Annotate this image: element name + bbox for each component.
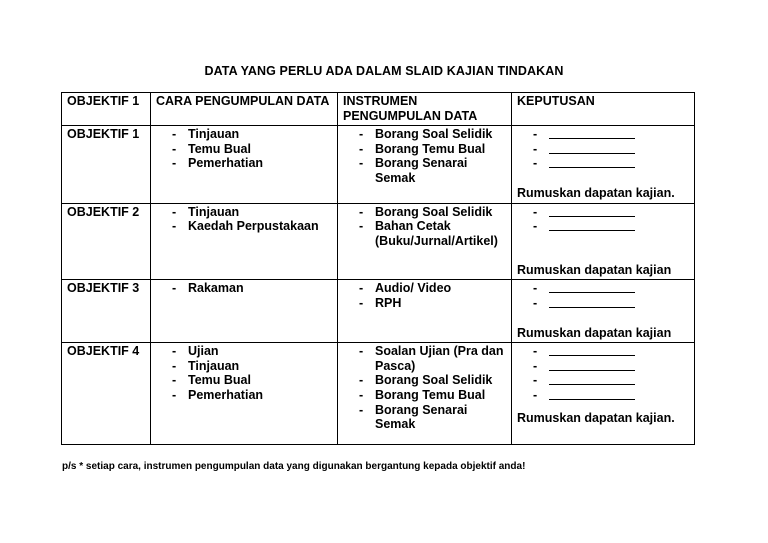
list-item: - Borang Soal Selidik: [343, 373, 507, 388]
row-keputusan: [512, 203, 695, 280]
list-item: - Kaedah Perpustakaan: [156, 219, 333, 234]
row-instrumen: [338, 280, 512, 343]
blank-line: [517, 344, 690, 359]
list-item: - Borang Temu Bual: [343, 388, 507, 403]
header-row: [62, 93, 695, 126]
row-objektif: OBJEKTIF 2: [62, 203, 151, 280]
list-item: - Temu Bual: [156, 142, 333, 157]
list-item: - Borang Senarai Semak: [343, 156, 507, 185]
row-instrumen: [338, 343, 512, 445]
blank-line: [517, 205, 690, 220]
row-instrumen: [338, 203, 512, 280]
data-table: [61, 92, 695, 445]
list-item: - RPH: [343, 296, 507, 311]
row-objektif: OBJEKTIF 1: [62, 126, 151, 203]
row-keputusan: [512, 126, 695, 203]
list-item: - Borang Soal Selidik: [343, 205, 507, 220]
row-objektif: OBJEKTIF 4: [62, 343, 151, 445]
header-objektif: OBJEKTIF 1: [62, 93, 151, 126]
blank-line: [517, 156, 690, 171]
list-item: - Tinjauan: [156, 205, 333, 220]
list-item: - Borang Soal Selidik: [343, 127, 507, 142]
table-row: [62, 203, 695, 280]
row-instrumen: [338, 126, 512, 203]
list-item: - Temu Bual: [156, 373, 333, 388]
blank-line: [517, 359, 690, 374]
document-title: DATA YANG PERLU ADA DALAM SLAID KAJIAN TINDAKAN: [204, 64, 564, 78]
list-item: - Ujian: [156, 344, 333, 359]
list-item: - Bahan Cetak (Buku/Jurnal/Artikel): [343, 219, 507, 248]
row-keputusan: [512, 343, 695, 445]
footnote: p/s * setiap cara, instrumen pengumpulan data yang digunakan bergantung kepada objektif anda!: [62, 461, 526, 472]
list-item: - Rakaman: [156, 281, 333, 296]
list-item: - Pemerhatian: [156, 156, 333, 171]
list-item: - Tinjauan: [156, 359, 333, 374]
blank-line: [517, 142, 690, 157]
list-item: - Borang Temu Bual: [343, 142, 507, 157]
row-cara: [151, 280, 338, 343]
summary-text: Rumuskan dapatan kajian: [517, 262, 672, 277]
row-objektif: OBJEKTIF 3: [62, 280, 151, 343]
summary-text: Rumuskan dapatan kajian.: [517, 185, 675, 200]
blank-line: [517, 388, 690, 403]
header-keputusan: KEPUTUSAN: [512, 93, 695, 126]
row-cara: [151, 203, 338, 280]
list-item: - Pemerhatian: [156, 388, 333, 403]
blank-line: [517, 127, 690, 142]
list-item: - Audio/ Video: [343, 281, 507, 296]
header-instrumen: INSTRUMEN PENGUMPULAN DATA: [338, 93, 512, 126]
table-row: [62, 126, 695, 203]
row-keputusan: [512, 280, 695, 343]
summary-text: Rumuskan dapatan kajian: [517, 325, 672, 340]
blank-line: [517, 219, 690, 234]
list-item: - Borang Senarai Semak: [343, 403, 507, 432]
list-item: - Soalan Ujian (Pra dan Pasca): [343, 344, 507, 373]
blank-line: [517, 281, 690, 296]
table-row: [62, 280, 695, 343]
table-row: [62, 343, 695, 445]
blank-line: [517, 296, 690, 311]
list-item: - Tinjauan: [156, 127, 333, 142]
row-cara: [151, 343, 338, 445]
summary-text: Rumuskan dapatan kajian.: [517, 410, 675, 425]
row-cara: [151, 126, 338, 203]
header-cara: CARA PENGUMPULAN DATA: [151, 93, 338, 126]
blank-line: [517, 373, 690, 388]
